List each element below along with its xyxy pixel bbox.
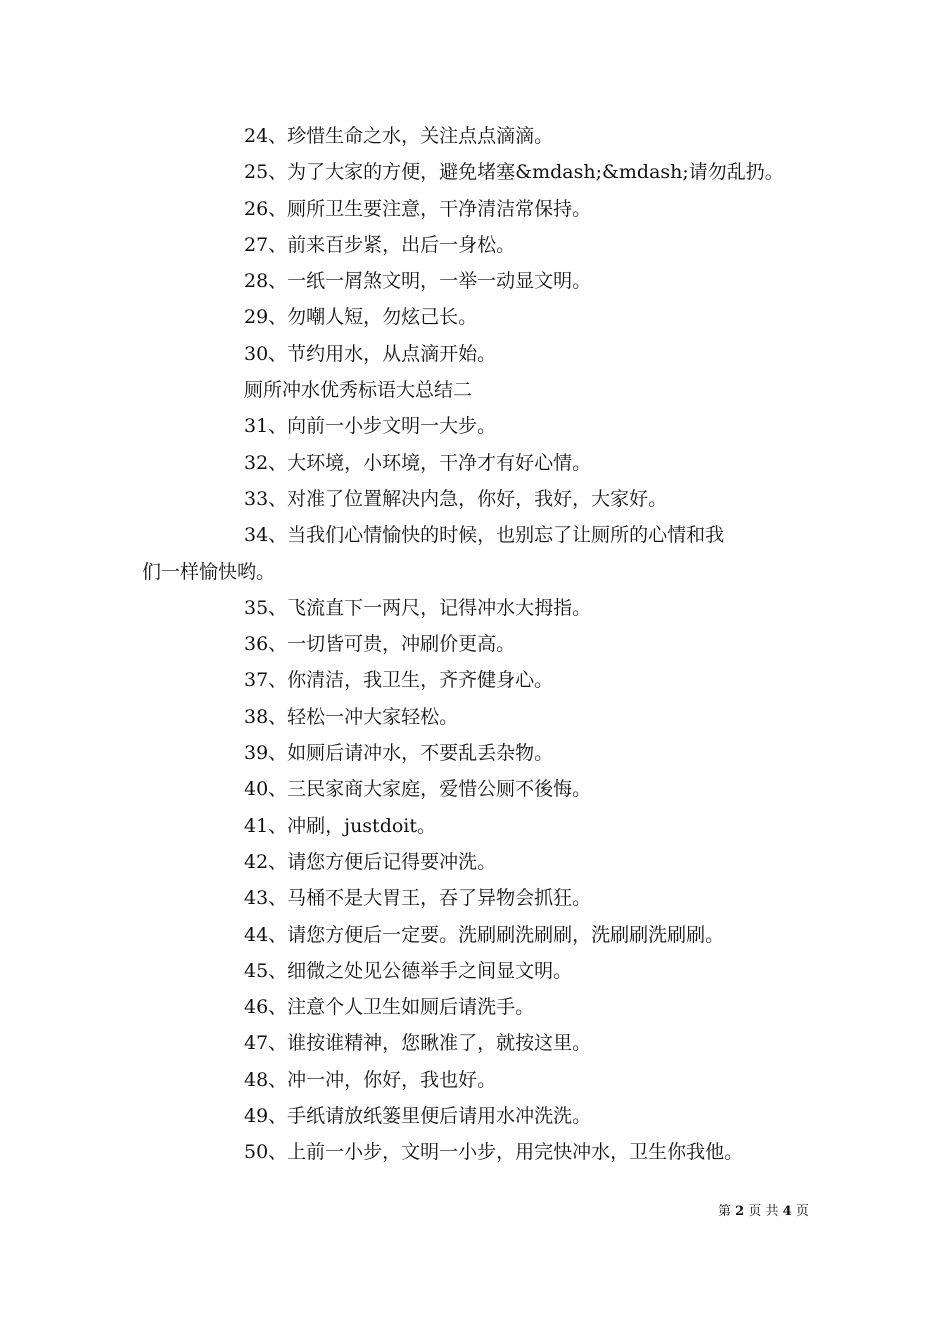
footer-prefix: 第 <box>718 1204 732 1219</box>
list-item: 24、珍惜生命之水，关注点点滴滴。 <box>244 125 554 147</box>
list-item: 32、大环境，小环境，干净才有好心情。 <box>244 451 592 474</box>
list-item: 47、谁按谁精神，您瞅准了，就按这里。 <box>244 1032 592 1055</box>
list-item: 50、上前一小步，文明一小步，用完快冲水，卫生你我他。 <box>244 1141 744 1164</box>
wrapped-list-item <box>0 517 924 590</box>
list-item: 33、对准了位置解决内急，你好，我好，大家好。 <box>244 487 668 510</box>
list-item: 37、你清洁，我卫生，齐齐健身心。 <box>244 669 554 692</box>
footer-suffix: 页 <box>795 1204 809 1219</box>
section-heading: 厕所冲水优秀标语大总结二 <box>244 379 473 402</box>
list-item: 30、节约用水，从点滴开始。 <box>244 342 497 365</box>
list-item: 43、马桶不是大胃王，吞了异物会抓狂。 <box>244 887 592 910</box>
list-item: 27、前来百步紧，出后一身松。 <box>244 233 516 256</box>
list-item: 49、手纸请放纸篓里便后请用水冲洗洗。 <box>244 1105 592 1128</box>
footer-total-pages: 4 <box>782 1204 792 1219</box>
page-footer <box>718 1202 809 1222</box>
list-item: 28、一纸一屑煞文明，一举一动显文明。 <box>244 270 592 293</box>
footer-current-page: 2 <box>735 1204 745 1219</box>
list-item: 40、三民家商大家庭，爱惜公厕不後悔。 <box>244 778 592 801</box>
list-item: 26、厕所卫生要注意，干净清洁常保持。 <box>244 197 592 220</box>
list-item: 35、飞流直下一两尺，记得冲水大拇指。 <box>244 596 592 619</box>
list-item: 48、冲一冲，你好，我也好。 <box>244 1068 497 1091</box>
list-item: 42、请您方便后记得要冲洗。 <box>244 850 497 873</box>
list-item: 46、注意个人卫生如厕后请洗手。 <box>244 996 535 1019</box>
list-item: 31、向前一小步文明一大步。 <box>244 415 497 438</box>
list-item: 29、勿嘲人短，勿炫己长。 <box>244 306 478 329</box>
document-body <box>0 118 950 1171</box>
list-item: 25、为了大家的方便，避免堵塞&mdash;&mdash;请勿乱扔。 <box>244 161 784 184</box>
list-item: 44、请您方便后一定要。洗刷刷洗刷刷，洗刷刷洗刷刷。 <box>244 923 725 946</box>
list-item: 41、冲刷，justdoit。 <box>244 814 437 837</box>
footer-middle: 页 共 <box>748 1204 779 1219</box>
wrapped-item-first-line: 34、当我们心情愉快的时候，也别忘了让厕所的心情和我 <box>244 524 725 547</box>
wrapped-item-second-line: 们一样愉快哟。 <box>142 560 276 583</box>
list-item: 39、如厕后请冲水，不要乱丢杂物。 <box>244 742 554 765</box>
list-item: 45、细微之处见公德举手之间显文明。 <box>244 959 573 982</box>
list-item: 38、轻松一冲大家轻松。 <box>244 705 459 728</box>
list-item: 36、一切皆可贵，冲刷价更高。 <box>244 633 516 656</box>
